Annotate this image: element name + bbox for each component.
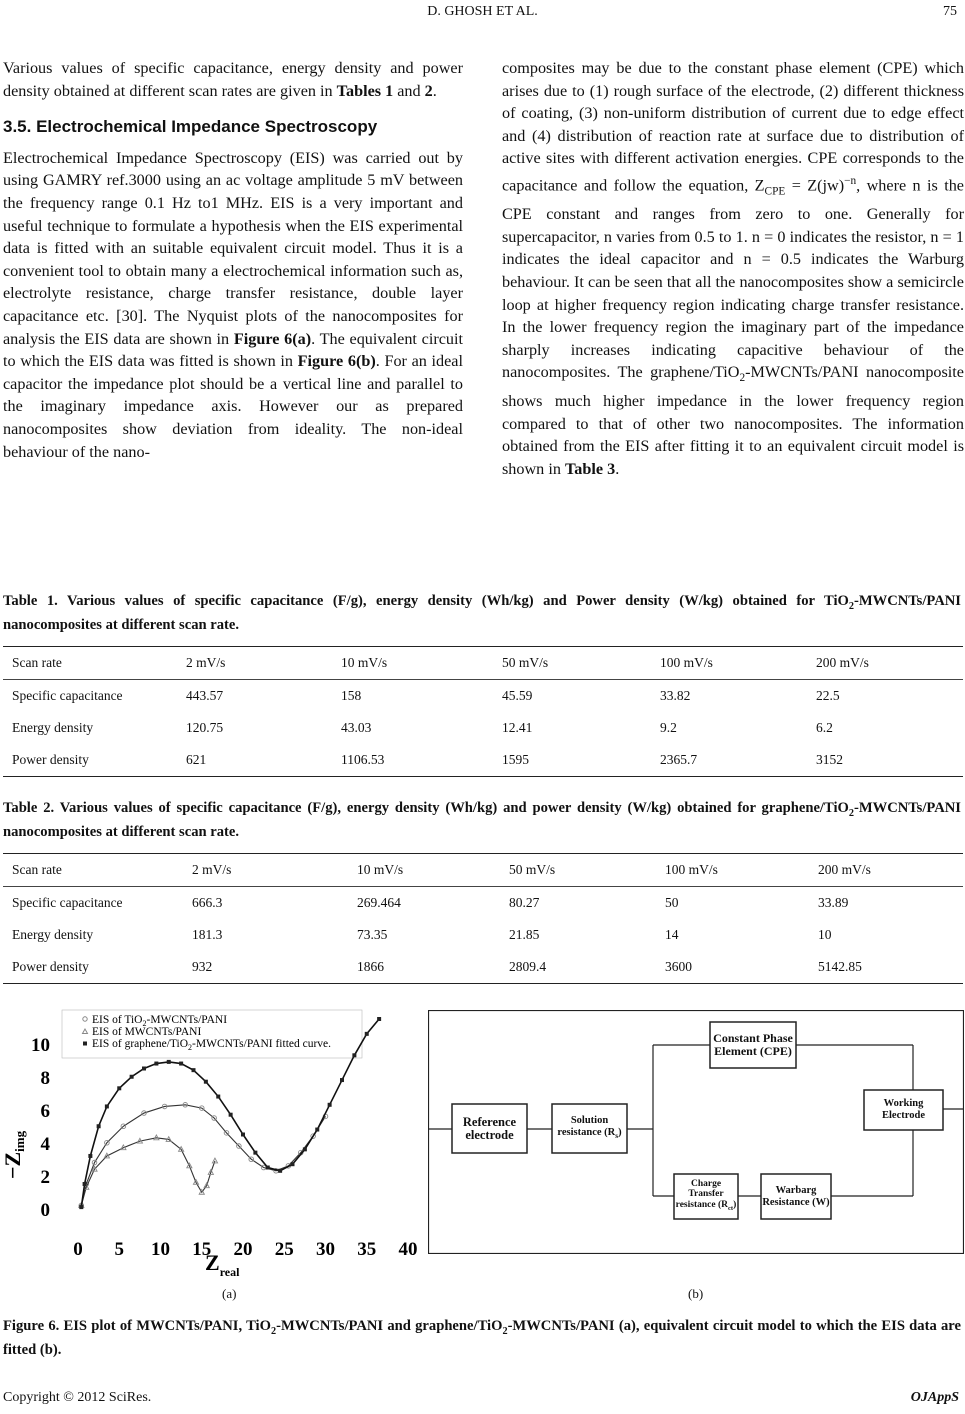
working-electrode-box: [864, 1090, 943, 1130]
data-point-square: [130, 1075, 134, 1079]
table-cell: 932: [183, 951, 348, 984]
reference-electrode-label: Reference electrode: [462, 1114, 517, 1142]
x-axis-label: $Z_{real}$: [205, 1250, 240, 1279]
data-point-square: [97, 1124, 101, 1128]
x-tick-label: 25: [274, 1239, 294, 1260]
figure-label-b: (b): [688, 1286, 704, 1301]
copyright-notice: Copyright © 2012 SciRes.: [3, 1390, 152, 1405]
data-point-square: [179, 1062, 183, 1066]
table-row: [3, 712, 963, 744]
table-cell: 14: [665, 927, 679, 942]
charge-transfer-label: Charge Transfer resistance $(R_{ct})$: [675, 1178, 737, 1212]
table-cell: 6.2: [816, 720, 833, 735]
intro-paragraph: Various values of specific capacitance, energy density and power density obtained at different scan rates are given in Tables 1 and 2.: [3, 59, 463, 100]
table-cell: 443.57: [186, 688, 224, 703]
data-point-square: [266, 1166, 270, 1170]
charge-transfer-box: [674, 1174, 738, 1219]
table-header-cell: Scan rate: [3, 647, 177, 680]
table-cell: 2809.4: [500, 951, 656, 984]
table-cell: 621: [177, 744, 332, 777]
y-axis-ticks: [31, 1035, 51, 1221]
x-tick-label: 5: [114, 1239, 124, 1260]
table-header-cell: 2 mV/s: [177, 647, 332, 680]
table-row: [3, 951, 963, 984]
table1: [3, 646, 963, 777]
y-tick-label: 10: [31, 1034, 50, 1056]
table-header-cell: 100 mV/s: [651, 647, 807, 680]
table-cell: 50: [665, 895, 679, 910]
table-row: [3, 744, 963, 777]
table-cell: 1595: [493, 744, 651, 777]
warburg-box: [761, 1174, 831, 1219]
x-tick-label: 15: [192, 1239, 212, 1260]
x-tick-label: 20: [233, 1239, 253, 1260]
series-line-2: [81, 1138, 215, 1206]
reference-electrode-box: [452, 1104, 527, 1153]
data-point-square: [291, 1162, 295, 1166]
data-point-square: [365, 1032, 369, 1036]
table-cell: 45.59: [502, 688, 533, 703]
table2-caption: Table 2. Various values of specific capacitance (F/g), energy density (Wh/kg) and power density (W/kg) obtained for graphene/TiO$_2$-MWCNTs/PANI nanocomposites at different scan rate.: [3, 800, 961, 840]
warburg-label: Warbarg Resistance (W): [762, 1185, 830, 1208]
x-tick-label: 40: [398, 1239, 418, 1260]
table-cell: 33.82: [660, 688, 691, 703]
table-cell: 181.3: [192, 927, 223, 942]
table-header-cell: 10 mV/s: [332, 647, 493, 680]
legend-entry-tio2: EIS of TiO$_2$-MWCNTs/PANI: [92, 1014, 228, 1028]
y-tick-label: 6: [40, 1100, 50, 1122]
legend-entry-graphene: EIS of graphene/TiO$_2$-MWCNTs/PANI fitted curve.: [92, 1038, 332, 1052]
data-point-square: [79, 1205, 83, 1209]
right-column: [502, 57, 964, 481]
data-point-square: [142, 1067, 146, 1071]
data-point-square: [340, 1078, 344, 1082]
figure-label-a: (a): [222, 1286, 237, 1301]
data-point-square: [105, 1104, 109, 1108]
section-heading: 3.5. Electrochemical Impedance Spectroscopy: [3, 117, 378, 137]
left-column: [3, 57, 463, 463]
table-header-cell: Scan rate: [3, 854, 183, 887]
data-point-square: [303, 1147, 307, 1151]
table-cell: 1866: [348, 951, 500, 984]
working-electrode-label: Working Electrode: [882, 1098, 925, 1121]
y-tick-label: 2: [40, 1166, 50, 1188]
solution-resistance-box: [552, 1104, 627, 1153]
data-point-square: [154, 1062, 158, 1066]
y-tick-label: 4: [40, 1133, 50, 1155]
data-point-square: [167, 1060, 171, 1064]
y-tick-label: 0: [40, 1199, 50, 1221]
x-tick-label: 30: [316, 1239, 335, 1260]
table-header-cell: 50 mV/s: [493, 647, 651, 680]
table-cell: 9.2: [660, 720, 677, 735]
x-tick-label: 0: [73, 1239, 83, 1260]
page-number: 75: [943, 4, 957, 19]
data-point-square: [278, 1169, 282, 1173]
table-cell: 73.35: [357, 927, 388, 942]
data-point-square: [117, 1086, 121, 1090]
table-cell: Specific capacitance: [12, 895, 123, 910]
table-cell: 12.41: [502, 720, 533, 735]
data-point-square: [204, 1080, 208, 1084]
table-header-cell: 50 mV/s: [500, 854, 656, 887]
table-cell: 3152: [807, 744, 963, 777]
table-cell: 33.89: [818, 895, 849, 910]
data-point-square: [88, 1154, 92, 1158]
table-header-cell: 100 mV/s: [656, 854, 809, 887]
table-cell: 10: [818, 927, 832, 942]
cpe-paragraph: composites may be due to the constant phase element (CPE) which arises due to (1) rough surface of the electrode, (2) different thickness of coating, (3) non-uniform distribution of current due to edge effect and (4) distribution of reaction rate at surface due to distribution of active sites with different activation energies. CPE corresponds to the capacitance and follow the equation, $Z_{CPE} = Z(jw)^{-n}$, where n is the CPE constant and ranges from zero to one. Generally for supercapacitor, n varies from 0.5 to 1. n = 0 indicates the resistor, n = 1 indicates the ideal capacitor and n = 0.5 indicates the Warburg behaviour. It can be seen that all the nanocomposites show a semicircle loop at higher frequency region indicating charge transfer resistance. In the lower frequency region the imaginary part of the impedance sharply increases indicating capacitive behaviour of the nanocomposites. The graphene/TiO$_2$-MWCNTs/PANI nanocomposite shows much higher impedance in the lower frequency region compared to that of other two nanocomposites. The information obtained from the EIS after fitting it to an equivalent circuit model is shown in Table 3.: [502, 59, 964, 478]
legend-entry-mwcnt: EIS of MWCNTs/PANI: [92, 1026, 202, 1038]
data-point-square: [241, 1133, 245, 1137]
table-cell: 269.464: [357, 895, 401, 910]
table-cell: 80.27: [509, 895, 540, 910]
table-header-cell: 200 mV/s: [807, 647, 963, 680]
journal-name: OJAppS: [910, 1390, 959, 1405]
table-cell: 43.03: [341, 720, 372, 735]
data-point-square: [229, 1113, 233, 1117]
x-tick-label: 10: [151, 1239, 170, 1260]
figure-caption: Figure 6. EIS plot of MWCNTs/PANI, TiO$_2$-MWCNTs/PANI and graphene/TiO$_2$-MWCNTs/PANI (a), equivalent circuit model to which the EIS data are fitted (b).: [3, 1318, 961, 1358]
table1-caption: Table 1. Various values of specific capacitance (F/g), energy density (Wh/kg) and Power density (W/kg) obtained for TiO$_2$-MWCNTs/PANI nanocomposites at different scan rate.: [3, 593, 961, 633]
table-cell: Specific capacitance: [12, 688, 123, 703]
cpe-box: [710, 1022, 796, 1068]
equivalent-circuit-diagram: [428, 1010, 964, 1254]
table-cell: Energy density: [12, 720, 94, 735]
table-cell: Power density: [3, 951, 183, 984]
table-row: [3, 680, 963, 713]
table-header-cell: 10 mV/s: [348, 854, 500, 887]
table-cell: 666.3: [192, 895, 223, 910]
table-cell: 120.75: [186, 720, 224, 735]
x-axis-ticks: [73, 1239, 417, 1260]
x-tick-label: 35: [357, 1239, 377, 1260]
table-cell: Power density: [3, 744, 177, 777]
data-point-square: [253, 1151, 257, 1155]
running-authors: D. GHOSH ET AL.: [427, 4, 538, 19]
eis-paragraph: Electrochemical Impedance Spectroscopy (EIS) was carried out by using GAMRY ref.3000 using an ac voltage amplitude 5 mV between the frequency range 0.1 Hz to1 MHz. EIS is a very important and useful technique to formulate a hypothesis when the EIS experimental data is fitted with an suitable equivalent circuit model. Thus it is a convenient tool to obtain many a electrochemical information such as, electrolyte resistance, charge transfer resistance, double layer capacitance etc. [30]. The Nyquist plots of the nanocomposites for analysis the EIS data are shown in Figure 6(a). The equivalent circuit to which the EIS data was fitted is shown in Figure 6(b). For an ideal capacitor the impedance plot should be a vertical line and parallel to the imaginary impedance axis. However our as prepared nanocomposites show deviation from ideality. The non-ideal behaviour of the nano-: [3, 148, 464, 461]
data-point-square: [352, 1053, 356, 1057]
data-point-square: [315, 1128, 319, 1132]
data-point-square: [377, 1017, 381, 1021]
table-row: [3, 919, 963, 951]
cpe-label: Constant Phase Element (CPE): [713, 1031, 793, 1058]
data-point-square: [328, 1103, 332, 1107]
data-point-square: [83, 1182, 87, 1186]
table-cell: 21.85: [509, 927, 540, 942]
solution-resistance-label: Solution resistance $(R_s)$: [557, 1114, 622, 1141]
table2: [3, 853, 963, 984]
eis-nyquist-chart: [0, 1005, 430, 1283]
data-point-square: [216, 1095, 220, 1099]
table-cell: 2365.7: [651, 744, 807, 777]
table-cell: 1106.53: [332, 744, 493, 777]
table-header-cell: 2 mV/s: [183, 854, 348, 887]
y-axis-label: −Zimg: [0, 1130, 27, 1180]
page-header: [0, 2, 965, 22]
table-cell: 158: [341, 688, 362, 703]
table-header-cell: 200 mV/s: [809, 854, 963, 887]
table-cell: Energy density: [12, 927, 94, 942]
table-cell: 22.5: [816, 688, 840, 703]
table-cell: 5142.85: [809, 951, 963, 984]
table-row: [3, 887, 963, 920]
y-tick-label: 8: [40, 1067, 50, 1089]
legend-marker-square: [83, 1042, 87, 1046]
data-point-square: [192, 1068, 196, 1072]
table-cell: 3600: [656, 951, 809, 984]
